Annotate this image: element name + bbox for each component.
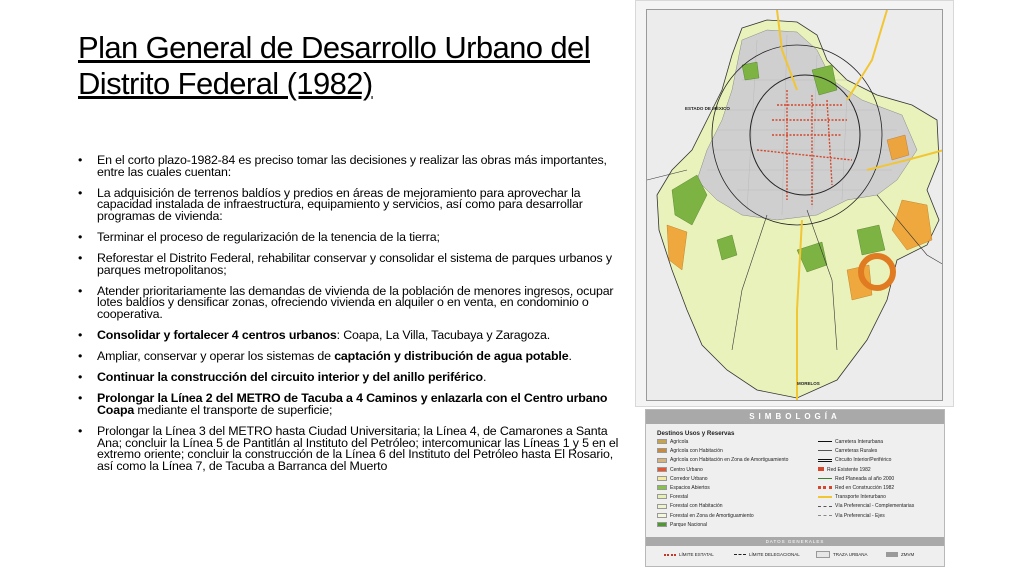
bullet-text: : Coapa, La Villa, Tacubaya y Zaragoza. [336, 328, 551, 343]
legend-item-label: Vía Preferencial - Complementarias [835, 503, 915, 510]
legend-item-label: Forestal en Zona de Amortiguamiento [670, 512, 754, 519]
bullet-text: Consolidar y fortalecer 4 centros urbanos [97, 328, 337, 343]
bullet-dot-icon: • [78, 185, 83, 200]
delegation-limit-icon [734, 554, 746, 555]
bullet-text: La adquisición de terrenos baldíos y predios en áreas de mejoramiento para aprovechar la capacidad instalada de infraestructura, equipamiento y servicios, así como para desarrollar programas de vivienda: [97, 185, 583, 223]
bullet-item [78, 253, 628, 276]
legend-item-label: Agrícola [670, 439, 689, 445]
legend-line-icon [818, 459, 832, 462]
legend-line-icon [818, 441, 832, 442]
bullet-text: Prolongar la Línea 2 del METRO de Tacuba a 4 Caminos y enlazarla con el Centro urbano Coapa [97, 391, 608, 417]
legend-line-icon [818, 478, 832, 479]
bullet-dot-icon: • [78, 370, 83, 385]
legend-footer-label: LÍMITE DELEGACIONAL [749, 552, 800, 557]
legend-footer-item [734, 551, 800, 559]
legend-item [818, 494, 886, 501]
legend-item-label: Agrícola con Habitación [670, 448, 723, 455]
legend-item-label: Centro Urbano [670, 466, 703, 473]
bullet-text: . [568, 349, 572, 364]
legend-item [818, 485, 894, 492]
legend-item [657, 439, 688, 446]
slide-title: Plan General de Desarrollo Urbano del Distrito Federal (1982) [78, 30, 590, 101]
legend-line-icon [818, 515, 832, 516]
bullet-item [78, 330, 628, 342]
legend-line-icon [818, 486, 832, 489]
legend-line-icon [818, 496, 832, 498]
bullet-item [78, 229, 628, 244]
legend-item [818, 513, 885, 520]
legend-item [657, 476, 708, 483]
bullet-text: En el corto plazo-1982-84 es preciso tomar las decisiones y realizar las obras más importantes, entre las cuales cuentan: [97, 153, 607, 179]
legend-item [818, 476, 894, 483]
legend-item-label: Vía Preferencial - Ejes [835, 512, 885, 519]
legend-swatch-icon [657, 448, 667, 453]
legend-item [657, 503, 723, 510]
legend-header: SIMBOLOGÍA [646, 410, 944, 424]
legend-item [818, 457, 891, 464]
bullet-item [78, 283, 628, 321]
legend-footer-label: ZMVM [901, 552, 915, 557]
legend-line-icon [818, 450, 832, 451]
legend-item [657, 522, 707, 529]
bullet-text: . [482, 370, 487, 385]
legend-item-label: Circuito Interior/Periférico [835, 457, 892, 464]
legend-item-label: Forestal [670, 494, 689, 501]
legend-item [818, 503, 914, 510]
bullet-item [78, 185, 628, 223]
legend-footer-item [886, 551, 914, 559]
map-label-estado: ESTADO DE MÉXICO [685, 106, 730, 111]
bullet-text: mediante el transporte de superficie; [134, 402, 333, 417]
bullet-item [78, 155, 628, 178]
legend-item-label: Carreteras Rurales [835, 448, 878, 455]
bullet-text: Prolongar la Línea 3 del METRO hasta Ciudad Universitaria; la Línea 4, de Camarones a Santa Ana; concluir la Línea 5 de Pantitlán al Instituto del Petróleo; intercomunicar las Líneas 1 y 5 en el extremo oriente; concluir la construcción de la Línea 6 del Instituto del Petróleo hasta El Rosario, así como la Línea 7, de Tacuba a Barranca del Muerto [97, 424, 619, 473]
bullet-text: Atender prioritariamente las demandas de vivienda de la población de menores ingresos, ocupar lotes baldíos y densificar zonas, ofreciendo vivienda en alquiler o en venta, en condominio o cooperativa. [97, 283, 614, 321]
legend-item-label: Espacios Abiertos [670, 485, 710, 491]
map-figure [635, 0, 954, 407]
legend-item-label: Forestal con Habitación [670, 503, 723, 510]
bullet-list [78, 155, 628, 482]
bullet-dot-icon: • [78, 328, 83, 343]
legend-swatch-icon [657, 522, 667, 527]
legend-swatch-icon [657, 467, 667, 472]
bullet-text: Reforestar el Distrito Federal, rehabilitar conservar y consolidar el sistema de parques urbanos y parques metropolitanos; [97, 251, 612, 277]
legend-line-icon [818, 467, 824, 471]
legend-item-label: Red en Construcción 1982 [835, 485, 895, 491]
bullet-dot-icon: • [78, 424, 83, 438]
zmvm-icon [886, 552, 898, 557]
legend-swatch-icon [657, 485, 667, 490]
legend-item-label: Parque Nacional [670, 521, 707, 528]
map-canvas [646, 9, 943, 401]
legend-subtitle: Destinos Usos y Reservas [657, 430, 735, 437]
bullet-dot-icon: • [78, 229, 83, 244]
map-label-morelos: MORELOS [797, 381, 820, 386]
legend-item-label: Carretera Interurbana [835, 439, 884, 445]
legend-item [818, 448, 877, 455]
legend-item [657, 448, 723, 455]
legend-swatch-icon [657, 476, 667, 481]
legend-swatch-icon [657, 494, 667, 499]
bullet-text: captación y distribución de agua potable [334, 349, 569, 364]
bullet-dot-icon: • [78, 251, 83, 266]
bullet-item [78, 393, 628, 416]
legend-swatch-icon [657, 458, 667, 463]
legend-item [657, 485, 710, 492]
bullet-dot-icon: • [78, 349, 83, 364]
bullet-text: Terminar el proceso de regularización de la tenencia de la tierra; [97, 229, 440, 244]
legend-item-label: Red Existente 1982 [827, 466, 871, 473]
legend-item-label: Red Planeada al año 2000 [835, 475, 895, 482]
legend-swatch-icon [657, 513, 667, 518]
legend-footer-item [816, 551, 868, 559]
bullet-item [78, 372, 628, 384]
state-limit-icon [664, 554, 676, 556]
bullet-text: Continuar la construcción del circuito interior y del anillo periférico [97, 370, 483, 385]
legend-item [657, 494, 688, 501]
legend-item [657, 457, 788, 464]
map-legend [645, 409, 945, 567]
legend-item [818, 467, 871, 474]
legend-swatch-icon [657, 504, 667, 509]
legend-footer-label: TRAZA URBANA [833, 552, 868, 557]
bullet-dot-icon: • [78, 283, 83, 298]
map-drawing [647, 10, 943, 401]
bullet-text: Ampliar, conservar y operar los sistemas de [97, 349, 335, 364]
legend-item [657, 467, 703, 474]
legend-item-label: Agrícola con Habitación en Zona de Amortiguamiento [670, 457, 789, 464]
urban-trace-icon [816, 551, 830, 558]
bullet-item [78, 426, 628, 472]
legend-line-icon [818, 506, 832, 507]
legend-item-label: Transporte Interurbano [835, 494, 886, 501]
legend-swatch-icon [657, 439, 667, 444]
legend-footer-label: LÍMITE ESTATAL [679, 552, 714, 557]
bullet-dot-icon: • [78, 391, 83, 406]
bullet-item [78, 351, 628, 363]
legend-item [657, 513, 754, 520]
legend-footer-item [664, 551, 714, 559]
datos-generales-bar: DATOS GENERALES [646, 537, 944, 546]
legend-item-label: Corredor Urbano [670, 475, 708, 482]
bullet-dot-icon: • [78, 153, 83, 167]
legend-item [818, 439, 883, 446]
